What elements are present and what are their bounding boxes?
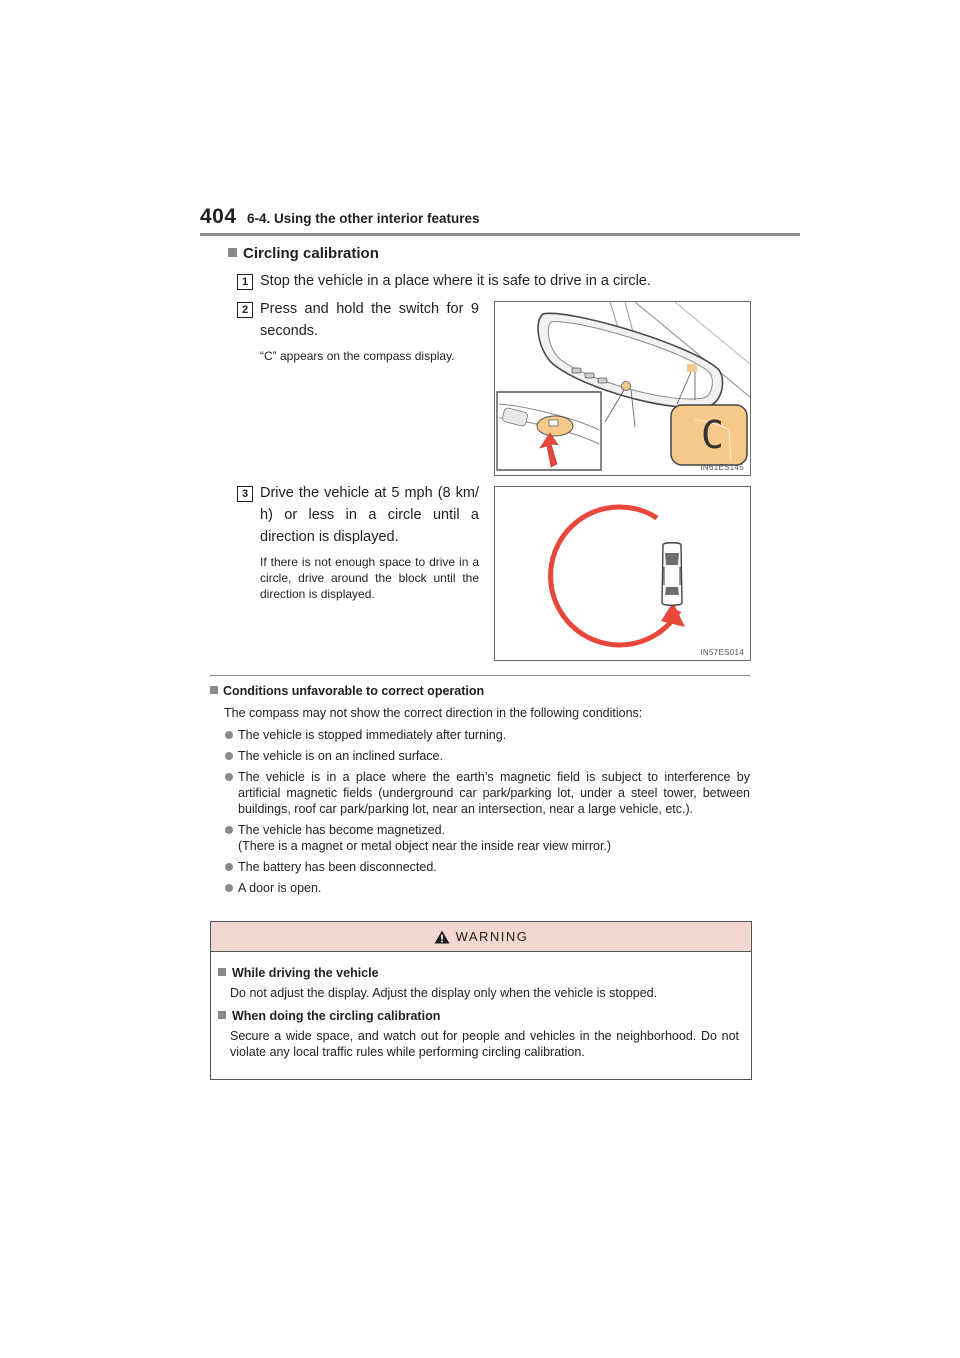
warning-icon [434,930,450,944]
warning-item-title: While driving the vehicle [218,966,739,980]
circle-driving-illustration [495,487,750,660]
section-title-text: Circling calibration [243,245,379,262]
circle-driving-figure [494,486,751,661]
section-divider [210,675,750,676]
list-item: The vehicle is in a place where the earth’s magnetic field is subject to interference by artificial magnetic fields (underground car park/parking lot, under a steel tower, between buildings, roof car park/parking lot, near an intersection, near a large vehicle, etc.). [224,769,750,817]
list-item: The vehicle has become magnetized. (There is a magnet or metal object near the inside rear view mirror.) [224,822,750,854]
warning-box [210,921,752,1080]
conditions-heading-text: Conditions unfavorable to correct operation [223,684,485,698]
chapter-title: 6-4. Using the other interior features [247,211,480,226]
step-1-text: Stop the vehicle in a place where it is safe to drive in a circle. [260,273,651,289]
step-2-text: Press and hold the switch for 9 seconds. [260,301,479,339]
warning-header [211,922,751,952]
step-badge-1: 1 [237,274,253,290]
section-title [228,245,379,262]
car-icon [662,543,682,606]
conditions-list [224,727,750,901]
mirror-switch-figure [494,301,751,476]
conditions-intro: The compass may not show the correct direction in the following conditions: [224,706,643,720]
step-3-note: If there is not enough space to drive in a circle, drive around the block until the direction is displayed. [260,555,479,601]
list-item: The vehicle is stopped immediately after turning. [224,727,750,743]
list-item: The battery has been disconnected. [224,859,750,875]
square-bullet-icon [210,686,218,694]
warning-item-title: When doing the circling calibration [218,1009,739,1023]
header-rule [200,233,800,236]
step-badge-2: 2 [237,302,253,318]
conditions-heading [210,684,484,698]
figure-code: IN61ES145 [700,463,744,472]
figure-code: IN57ES014 [700,648,744,657]
warning-body [211,952,751,1060]
warning-item-text: Do not adjust the display. Adjust the display only when the vehicle is stopped. [230,986,658,1000]
square-bullet-icon [218,1011,226,1019]
step-2-note: “C” appears on the compass display. [260,349,455,363]
page-number: 404 [200,205,237,228]
square-bullet-icon [218,968,226,976]
mirror-switch-illustration [495,302,750,475]
list-item: A door is open. [224,880,750,896]
warning-title: WARNING [455,929,529,944]
list-item: The vehicle is on an inclined surface. [224,748,750,764]
compass-display-glyph: C [701,413,724,457]
square-bullet-icon [228,248,237,257]
step-badge-3: 3 [237,486,253,502]
warning-item-text: Secure a wide space, and watch out for people and vehicles in the neighborhood. Do not violate any local traffic rules while performing circling calibration. [230,1029,739,1059]
step-3-text: Drive the vehicle at 5 mph (8 km/ h) or less in a circle until a direction is displayed. [260,485,479,545]
